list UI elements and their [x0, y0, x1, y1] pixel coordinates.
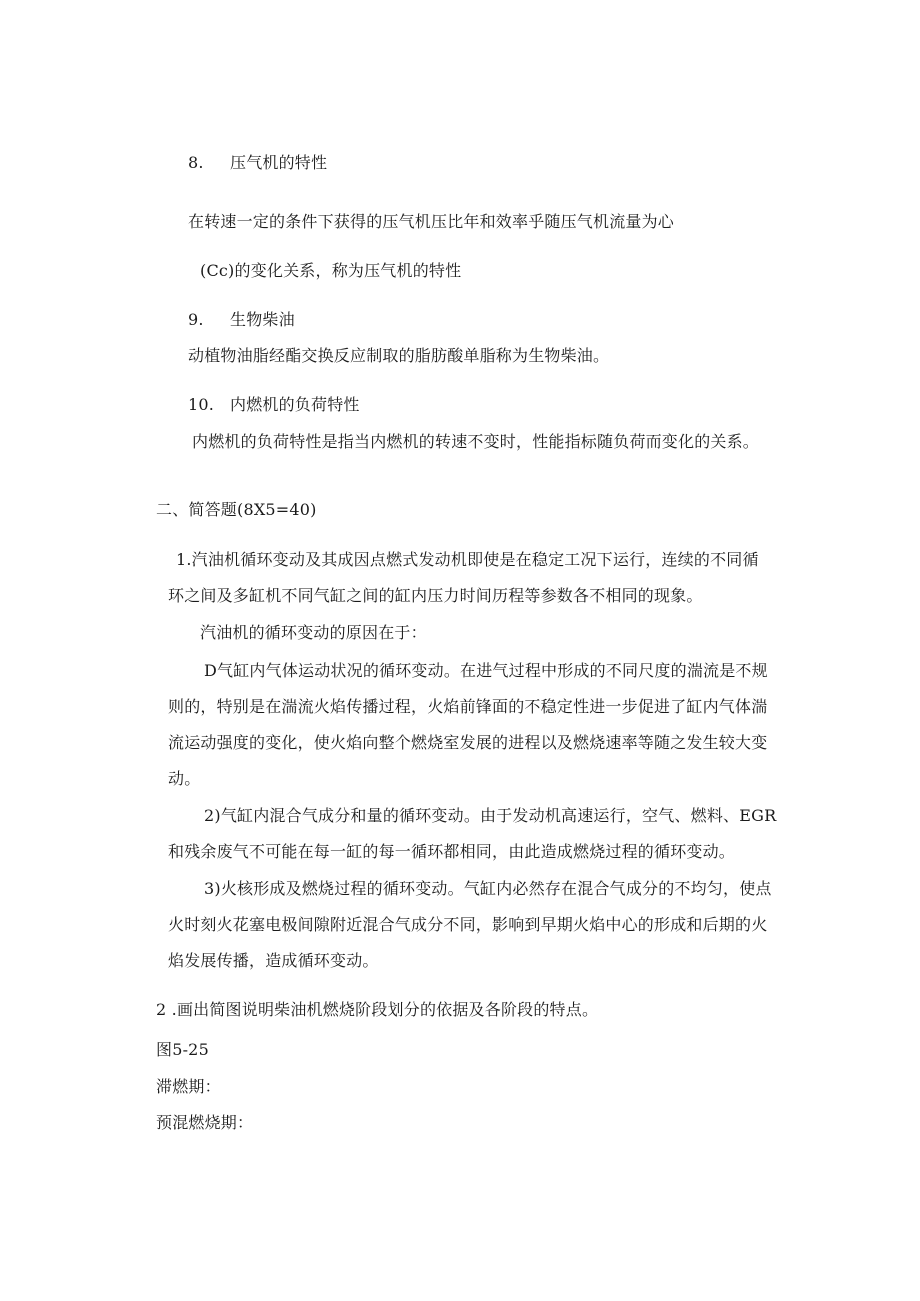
- q1-line1: 1.汽油机循环变动及其成因点燃式发动机即使是在稳定工况下运行，连续的不同循: [176, 550, 759, 569]
- q1-reason1-line2: 则的，特别是在湍流火焰传播过程，火焰前锋面的不稳定性进一步促进了缸内气体湍: [168, 697, 768, 716]
- item9-title: 生物柴油: [230, 310, 295, 329]
- q1-line2: 环之间及多缸机不同气缸之间的缸内压力时间历程等参数各不相同的现象。: [168, 586, 703, 605]
- item10-heading: [188, 395, 360, 415]
- q1-reason3-line3: 焰发展传播，造成循环变动。: [168, 951, 379, 970]
- item9-number: 9.: [188, 310, 204, 329]
- q1-reason1-line3: 流运动强度的变化，使火焰向整个燃烧室发展的进程以及燃烧速率等随之发生较大变: [168, 733, 768, 752]
- item10-body-line1: 内燃机的负荷特性是指当内燃机的转速不变时，性能指标随负荷而变化的关系。: [192, 432, 760, 451]
- item8-title: 压气机的特性: [230, 153, 328, 172]
- item8-number: 8.: [188, 153, 204, 172]
- section2-heading: 二、简答题(8X5=40): [156, 500, 317, 519]
- q2-line1: 2 .画出简图说明柴油机燃烧阶段划分的依据及各阶段的特点。: [156, 1000, 599, 1019]
- q2-figure-ref: 图5-25: [156, 1040, 209, 1059]
- q1-reason2-line2: 和残余废气不可能在每一缸的每一循环都相同，由此造成燃烧过程的循环变动。: [168, 842, 736, 861]
- q2-stage1: 滞燃期：: [156, 1077, 221, 1096]
- item9-heading: [188, 310, 295, 330]
- q1-reason3-line1: 3)火核形成及燃烧过程的循环变动。气缸内必然存在混合气成分的不均匀，使点: [204, 879, 772, 898]
- q1-reason2-line1: 2)气缸内混合气成分和量的循环变动。由于发动机高速运行，空气、燃料、EGR: [204, 806, 777, 825]
- q2-stage2: 预混燃烧期：: [156, 1113, 254, 1132]
- item8-body-line2: (Cc)的变化关系，称为压气机的特性: [200, 261, 462, 280]
- item8-body-line1: 在转速一定的条件下获得的压气机压比年和效率乎随压气机流量为心: [188, 212, 675, 231]
- item8-heading: [188, 153, 327, 173]
- q1-reason3-line2: 火时刻火花塞电极间隙附近混合气成分不同，影响到早期火焰中心的形成和后期的火: [168, 915, 768, 934]
- q1-reason1-line4: 动。: [168, 769, 201, 788]
- item10-number: 10.: [188, 395, 215, 414]
- q1-reason1-line1: D气缸内气体运动状况的循环变动。在进气过程中形成的不同尺度的湍流是不规: [204, 661, 768, 680]
- q1-reason-heading: 汽油机的循环变动的原因在于：: [200, 623, 427, 642]
- item9-body-line1: 动植物油脂经酯交换反应制取的脂肪酸单脂称为生物柴油。: [188, 346, 610, 365]
- item10-title: 内燃机的负荷特性: [230, 395, 360, 414]
